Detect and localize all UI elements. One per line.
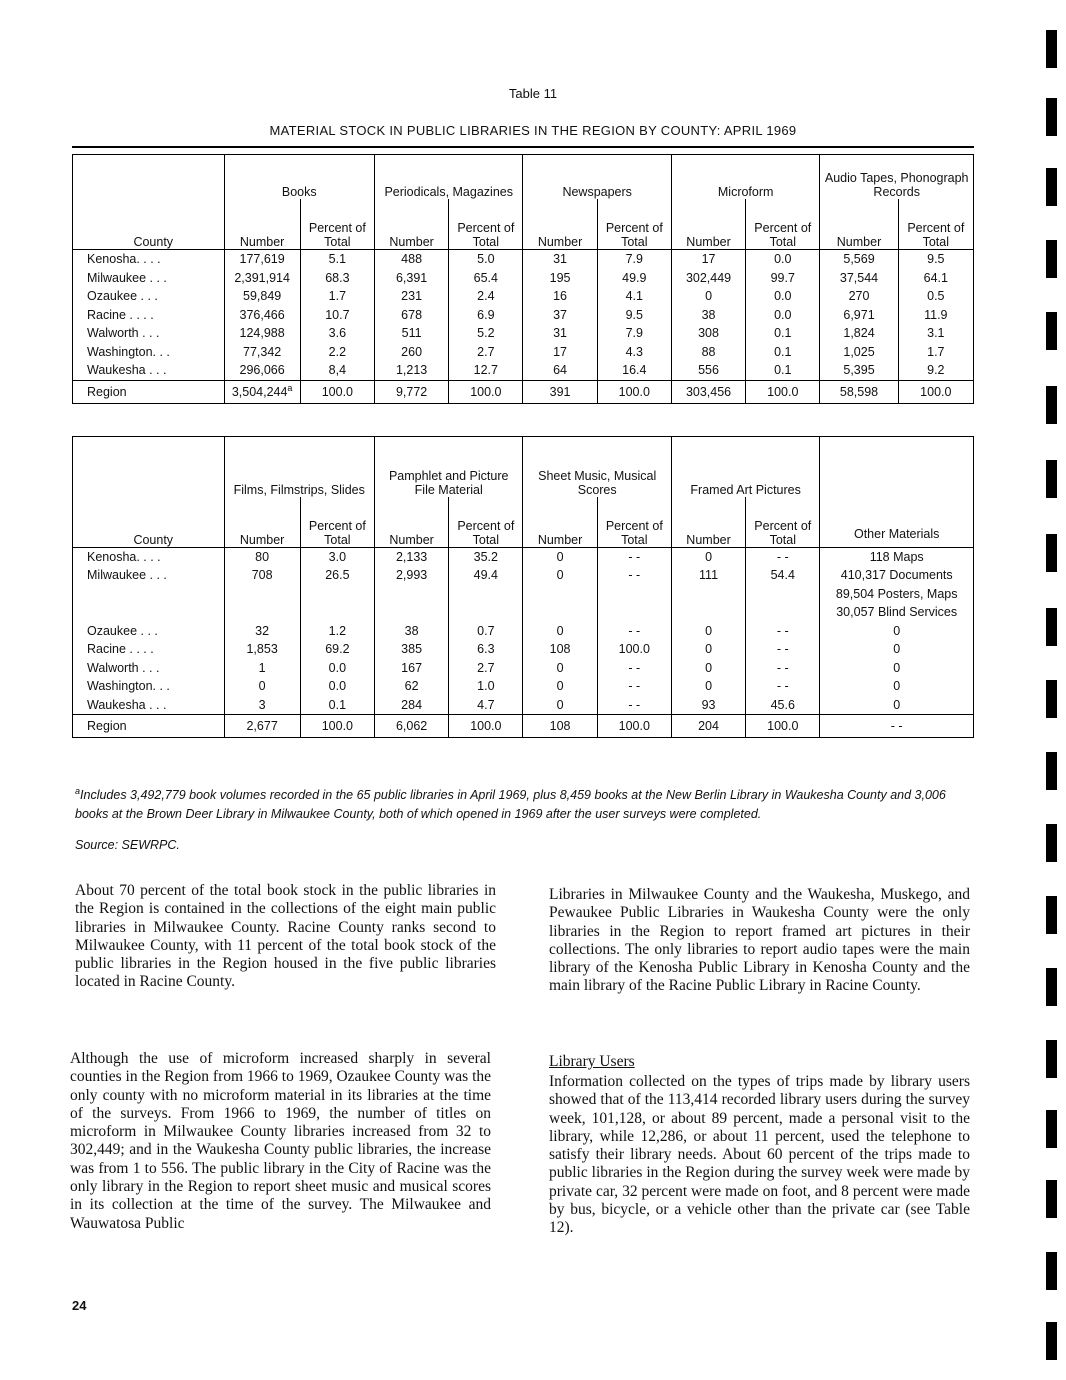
region-value-cell: 2,677 xyxy=(224,715,300,738)
value-cell: 1,213 xyxy=(374,361,448,380)
table-row xyxy=(73,603,974,622)
value-cell: 16 xyxy=(523,287,597,306)
value-cell: 2.7 xyxy=(449,343,523,362)
value-cell: 0 xyxy=(523,622,597,641)
value-cell: 12.7 xyxy=(449,361,523,380)
value-cell: 6.3 xyxy=(449,640,523,659)
region-books-value: 3,504,244 xyxy=(231,385,288,400)
value-cell xyxy=(597,585,671,604)
value-cell: 2,133 xyxy=(374,547,448,566)
value-cell: 108 xyxy=(523,640,597,659)
region-value-cell: 100.0 xyxy=(300,380,374,403)
region-value-cell: 100.0 xyxy=(898,380,973,403)
county-cell: Walworth . . . xyxy=(73,659,225,678)
county-cell: Kenosha. . . . xyxy=(73,250,225,269)
table-row xyxy=(73,269,974,288)
value-cell: 5,569 xyxy=(820,250,898,269)
region-value-cell: 100.0 xyxy=(597,380,671,403)
page-number: 24 xyxy=(72,1298,87,1313)
value-cell: 69.2 xyxy=(300,640,374,659)
number-header: Number xyxy=(671,497,745,548)
value-cell: 5.0 xyxy=(449,250,523,269)
value-cell: 99.7 xyxy=(746,269,820,288)
value-cell: 9.5 xyxy=(898,250,973,269)
region-label: Region xyxy=(73,715,225,738)
other-materials-cell: 0 xyxy=(820,622,974,641)
value-cell: 385 xyxy=(374,640,448,659)
value-cell xyxy=(523,603,597,622)
value-cell: 45.6 xyxy=(746,696,820,715)
value-cell: 0.0 xyxy=(300,659,374,678)
region-value-cell: 100.0 xyxy=(449,715,523,738)
value-cell: 3.1 xyxy=(898,324,973,343)
value-cell: 0.0 xyxy=(746,287,820,306)
value-cell: 17 xyxy=(671,250,745,269)
group-header: Pamphlet and Picture File Material xyxy=(374,437,522,497)
value-cell: 556 xyxy=(671,361,745,380)
percent-header: Percent of Total xyxy=(449,497,523,548)
value-cell: - - xyxy=(597,622,671,641)
value-cell: 1 xyxy=(224,659,300,678)
value-cell xyxy=(523,585,597,604)
value-cell: 7.9 xyxy=(597,324,671,343)
county-cell: Washington. . . xyxy=(73,677,225,696)
value-cell: 231 xyxy=(374,287,448,306)
value-cell: 6.9 xyxy=(449,306,523,325)
footnote-text: Includes 3,492,779 book volumes recorded in the 65 public libraries in April 1969, plus 8,459 books at the New Berlin Library in Waukesha County and 3,006 books at the Brown Deer Library in Milwaukee County, both of which opened in 1969 after the user surveys were completed. xyxy=(75,788,946,822)
value-cell: 302,449 xyxy=(671,269,745,288)
percent-header: Percent of Total xyxy=(300,199,374,250)
footnote xyxy=(75,782,975,824)
value-cell: 35.2 xyxy=(449,547,523,566)
value-cell: 0 xyxy=(523,566,597,585)
table-row xyxy=(73,696,974,715)
value-cell: 2,391,914 xyxy=(224,269,300,288)
value-cell: 195 xyxy=(523,269,597,288)
value-cell: 0 xyxy=(523,677,597,696)
value-cell: 64.1 xyxy=(898,269,973,288)
value-cell: - - xyxy=(597,677,671,696)
value-cell: - - xyxy=(597,659,671,678)
value-cell: 0.5 xyxy=(898,287,973,306)
value-cell: 54.4 xyxy=(746,566,820,585)
material-stock-table-continued xyxy=(72,436,974,738)
value-cell: 0.1 xyxy=(746,361,820,380)
value-cell: 1.2 xyxy=(300,622,374,641)
value-cell xyxy=(671,585,745,604)
value-cell: 80 xyxy=(224,547,300,566)
value-cell: 31 xyxy=(523,324,597,343)
value-cell: 38 xyxy=(374,622,448,641)
paragraph: About 70 percent of the total book stock in the public libraries in the Region is contained in the collections of the eight main public libraries in Milwaukee County. Racine County ranks second to Milwaukee County, with 11 percent of the total book stock of the public libraries in the Region housed in the five public libraries located in Racine County. xyxy=(75,882,496,991)
value-cell: 2.4 xyxy=(449,287,523,306)
region-value-cell: 100.0 xyxy=(597,715,671,738)
other-materials-cell: 118 Maps xyxy=(820,547,974,566)
value-cell: 0 xyxy=(224,677,300,696)
value-cell: 296,066 xyxy=(224,361,300,380)
value-cell: 5.1 xyxy=(300,250,374,269)
value-cell: 488 xyxy=(374,250,448,269)
value-cell: 68.3 xyxy=(300,269,374,288)
table-row xyxy=(73,677,974,696)
value-cell: - - xyxy=(746,622,820,641)
table-row xyxy=(73,659,974,678)
value-cell: 65.4 xyxy=(449,269,523,288)
margin-mark xyxy=(1046,30,1057,68)
value-cell: 5,395 xyxy=(820,361,898,380)
table-row xyxy=(73,361,974,380)
margin-mark xyxy=(1046,1322,1057,1360)
number-header: Number xyxy=(523,199,597,250)
value-cell xyxy=(224,585,300,604)
value-cell: 93 xyxy=(671,696,745,715)
value-cell: 270 xyxy=(820,287,898,306)
percent-header: Percent of Total xyxy=(597,497,671,548)
other-materials-cell: 30,057 Blind Services xyxy=(820,603,974,622)
value-cell: 0 xyxy=(671,547,745,566)
value-cell: 2.7 xyxy=(449,659,523,678)
county-cell: Racine . . . . xyxy=(73,306,225,325)
number-header: Number xyxy=(374,199,448,250)
value-cell: - - xyxy=(746,659,820,678)
region-value-cell: 100.0 xyxy=(449,380,523,403)
percent-header: Percent of Total xyxy=(449,199,523,250)
value-cell: 1.7 xyxy=(300,287,374,306)
county-cell: Racine . . . . xyxy=(73,640,225,659)
value-cell: 11.9 xyxy=(898,306,973,325)
value-cell: 1.0 xyxy=(449,677,523,696)
margin-mark xyxy=(1046,1040,1057,1078)
value-cell: 0 xyxy=(671,287,745,306)
group-header: Audio Tapes, Phonograph Records xyxy=(820,155,974,200)
value-cell xyxy=(597,603,671,622)
percent-header: Percent of Total xyxy=(597,199,671,250)
table-title: MATERIAL STOCK IN PUBLIC LIBRARIES IN THE REGION BY COUNTY: APRIL 1969 xyxy=(269,123,797,138)
value-cell xyxy=(449,585,523,604)
value-cell: 6,391 xyxy=(374,269,448,288)
margin-mark xyxy=(1046,824,1057,862)
value-cell: 111 xyxy=(671,566,745,585)
number-header: Number xyxy=(820,199,898,250)
other-materials-cell: 410,317 Documents xyxy=(820,566,974,585)
margin-mark xyxy=(1046,680,1057,718)
value-cell: 9.2 xyxy=(898,361,973,380)
value-cell xyxy=(224,603,300,622)
margin-mark xyxy=(1046,240,1057,278)
value-cell: 0.1 xyxy=(746,324,820,343)
county-cell: Kenosha. . . . xyxy=(73,547,225,566)
county-cell: Ozaukee . . . xyxy=(73,287,225,306)
table-row xyxy=(73,622,974,641)
value-cell: 8,4 xyxy=(300,361,374,380)
margin-mark xyxy=(1046,312,1057,350)
region-value-cell: 108 xyxy=(523,715,597,738)
value-cell: 260 xyxy=(374,343,448,362)
value-cell xyxy=(746,603,820,622)
value-cell: 0 xyxy=(671,640,745,659)
region-value-cell: 100.0 xyxy=(746,715,820,738)
source-note: Source: SEWRPC. xyxy=(75,838,180,852)
value-cell: 124,988 xyxy=(224,324,300,343)
group-header: Films, Filmstrips, Slides xyxy=(224,437,374,497)
value-cell: 16.4 xyxy=(597,361,671,380)
number-header: Number xyxy=(224,497,300,548)
value-cell: 32 xyxy=(224,622,300,641)
paragraph: Libraries in Milwaukee County and the Waukesha, Muskego, and Pewaukee Public Libraries in Waukesha County were the only libraries in the Region to report framed art pictures in their collections. The only libraries to report audio tapes were the main library of the Kenosha Public Library in Kenosha County and the main library of the Racine Public Library in Racine County. xyxy=(549,886,970,995)
value-cell: 3 xyxy=(224,696,300,715)
value-cell xyxy=(374,585,448,604)
table-row xyxy=(73,343,974,362)
county-cell: Walworth . . . xyxy=(73,324,225,343)
table-row xyxy=(73,306,974,325)
region-value-cell: 9,772 xyxy=(374,380,448,403)
value-cell: 17 xyxy=(523,343,597,362)
other-materials-cell: 89,504 Posters, Maps xyxy=(820,585,974,604)
value-cell: - - xyxy=(597,696,671,715)
value-cell: 0.1 xyxy=(746,343,820,362)
county-cell: Milwaukee . . . xyxy=(73,566,225,585)
value-cell: 6,971 xyxy=(820,306,898,325)
county-cell xyxy=(73,603,225,622)
value-cell: - - xyxy=(746,547,820,566)
value-cell xyxy=(300,603,374,622)
margin-mark xyxy=(1046,168,1057,206)
value-cell xyxy=(449,603,523,622)
value-cell: 59,849 xyxy=(224,287,300,306)
table-row xyxy=(73,287,974,306)
region-value-cell: - - xyxy=(820,715,974,738)
region-value-cell: 58,598 xyxy=(820,380,898,403)
margin-mark xyxy=(1046,1110,1057,1148)
region-value-cell: 100.0 xyxy=(300,715,374,738)
region-books xyxy=(224,380,300,403)
value-cell: - - xyxy=(597,566,671,585)
value-cell xyxy=(374,603,448,622)
group-header: Periodicals, Magazines xyxy=(374,155,522,200)
footnote-marker: a xyxy=(75,786,81,796)
percent-header: Percent of Total xyxy=(300,497,374,548)
value-cell: 1,824 xyxy=(820,324,898,343)
value-cell: 3.6 xyxy=(300,324,374,343)
value-cell xyxy=(746,585,820,604)
value-cell: 64 xyxy=(523,361,597,380)
region-label: Region xyxy=(73,380,225,403)
value-cell: 0 xyxy=(671,677,745,696)
value-cell: 0 xyxy=(523,547,597,566)
other-materials-cell: 0 xyxy=(820,696,974,715)
margin-mark xyxy=(1046,968,1057,1006)
margin-mark xyxy=(1046,896,1057,934)
table-label: Table 11 xyxy=(508,86,558,101)
footnote-marker: a xyxy=(287,383,293,394)
value-cell: 0 xyxy=(523,659,597,678)
value-cell: 0.1 xyxy=(300,696,374,715)
value-cell: 62 xyxy=(374,677,448,696)
other-materials-cell: 0 xyxy=(820,640,974,659)
material-stock-table xyxy=(72,154,974,404)
group-header: Sheet Music, Musical Scores xyxy=(523,437,671,497)
value-cell xyxy=(300,585,374,604)
value-cell: 5.2 xyxy=(449,324,523,343)
value-cell: 26.5 xyxy=(300,566,374,585)
value-cell: 1.7 xyxy=(898,343,973,362)
value-cell: 10.7 xyxy=(300,306,374,325)
margin-mark xyxy=(1046,1180,1057,1218)
region-value-cell: 100.0 xyxy=(746,380,820,403)
title-rule xyxy=(72,146,974,148)
value-cell: - - xyxy=(597,547,671,566)
table-row xyxy=(73,640,974,659)
margin-mark xyxy=(1046,1252,1057,1290)
value-cell: 88 xyxy=(671,343,745,362)
table-row xyxy=(73,547,974,566)
value-cell: 308 xyxy=(671,324,745,343)
percent-header: Percent of Total xyxy=(746,199,820,250)
county-header: County xyxy=(73,497,225,548)
value-cell: 37,544 xyxy=(820,269,898,288)
value-cell: 177,619 xyxy=(224,250,300,269)
value-cell: 708 xyxy=(224,566,300,585)
section-heading: Library Users xyxy=(549,1053,635,1070)
value-cell: 4.3 xyxy=(597,343,671,362)
region-value-cell: 6,062 xyxy=(374,715,448,738)
value-cell: 77,342 xyxy=(224,343,300,362)
value-cell: 2.2 xyxy=(300,343,374,362)
margin-mark xyxy=(1046,534,1057,572)
value-cell: 100.0 xyxy=(597,640,671,659)
value-cell: 9.5 xyxy=(597,306,671,325)
percent-header: Percent of Total xyxy=(898,199,973,250)
county-cell: Milwaukee . . . xyxy=(73,269,225,288)
paragraph: Although the use of microform increased sharply in several counties in the Region from 1966 to 1969, Ozaukee County was the only county with no microform material in its libraries at the time of the surveys. From 1966 to 1969, the number of titles on microform in Milwaukee County libraries increased from 32 to 302,449; and in the Waukesha County public libraries, the increase was from 1 to 556. The public library in the City of Racine was the only library in the Region to report sheet music and musical scores in its collection at the time of the survey. The Milwaukee and Wauwatosa Public xyxy=(70,1050,492,1232)
county-header-cell xyxy=(73,155,225,200)
value-cell: 4.7 xyxy=(449,696,523,715)
value-cell xyxy=(671,603,745,622)
value-cell: - - xyxy=(746,677,820,696)
number-header: Number xyxy=(374,497,448,548)
margin-mark xyxy=(1046,386,1057,424)
table-row xyxy=(73,324,974,343)
other-materials-cell: 0 xyxy=(820,677,974,696)
other-materials-cell: 0 xyxy=(820,659,974,678)
region-value-cell: 204 xyxy=(671,715,745,738)
county-cell: Washington. . . xyxy=(73,343,225,362)
value-cell: 37 xyxy=(523,306,597,325)
value-cell: 0.0 xyxy=(746,306,820,325)
group-header: Framed Art Pictures xyxy=(671,437,819,497)
county-header-cell xyxy=(73,437,225,497)
value-cell: 0 xyxy=(671,622,745,641)
group-header: Books xyxy=(224,155,374,200)
value-cell: 2,993 xyxy=(374,566,448,585)
value-cell: 7.9 xyxy=(597,250,671,269)
county-cell: Waukesha . . . xyxy=(73,361,225,380)
value-cell: 284 xyxy=(374,696,448,715)
number-header: Number xyxy=(671,199,745,250)
margin-mark xyxy=(1046,460,1057,498)
value-cell: 49.4 xyxy=(449,566,523,585)
value-cell: 0.0 xyxy=(300,677,374,696)
county-cell: Ozaukee . . . xyxy=(73,622,225,641)
value-cell: 1,025 xyxy=(820,343,898,362)
paragraph: Information collected on the types of trips made by library users showed that of the 113,414 recorded library users during the survey week, 101,128, or about 89 percent, made a personal visit to the library, while 12,286, or about 11 percent, used the telephone to satisfy their library needs. About 60 percent of the trips made to public libraries in the Region during the survey week were made by private car, 32 percent were made on foot, and 8 percent were made by bus, bicycle, or a vehicle other than the private car (see Table 12). xyxy=(549,1073,970,1237)
value-cell: 31 xyxy=(523,250,597,269)
region-value-cell: 303,456 xyxy=(671,380,745,403)
value-cell: 0 xyxy=(523,696,597,715)
value-cell: - - xyxy=(746,640,820,659)
table-row xyxy=(73,566,974,585)
group-header: Microform xyxy=(671,155,819,200)
value-cell: 0.0 xyxy=(746,250,820,269)
value-cell: 3.0 xyxy=(300,547,374,566)
other-materials-header: Other Materials xyxy=(820,437,974,548)
value-cell: 38 xyxy=(671,306,745,325)
value-cell: 678 xyxy=(374,306,448,325)
value-cell: 0 xyxy=(671,659,745,678)
table-row xyxy=(73,585,974,604)
number-header: Number xyxy=(523,497,597,548)
county-cell: Waukesha . . . xyxy=(73,696,225,715)
group-header: Newspapers xyxy=(523,155,671,200)
value-cell: 4.1 xyxy=(597,287,671,306)
value-cell: 511 xyxy=(374,324,448,343)
value-cell: 376,466 xyxy=(224,306,300,325)
value-cell: 1,853 xyxy=(224,640,300,659)
value-cell: 167 xyxy=(374,659,448,678)
percent-header: Percent of Total xyxy=(746,497,820,548)
table-row xyxy=(73,250,974,269)
margin-mark xyxy=(1046,752,1057,790)
region-value-cell: 391 xyxy=(523,380,597,403)
county-header: County xyxy=(73,199,225,250)
value-cell: 0.7 xyxy=(449,622,523,641)
margin-mark xyxy=(1046,608,1057,646)
number-header: Number xyxy=(224,199,300,250)
county-cell xyxy=(73,585,225,604)
value-cell: 49.9 xyxy=(597,269,671,288)
